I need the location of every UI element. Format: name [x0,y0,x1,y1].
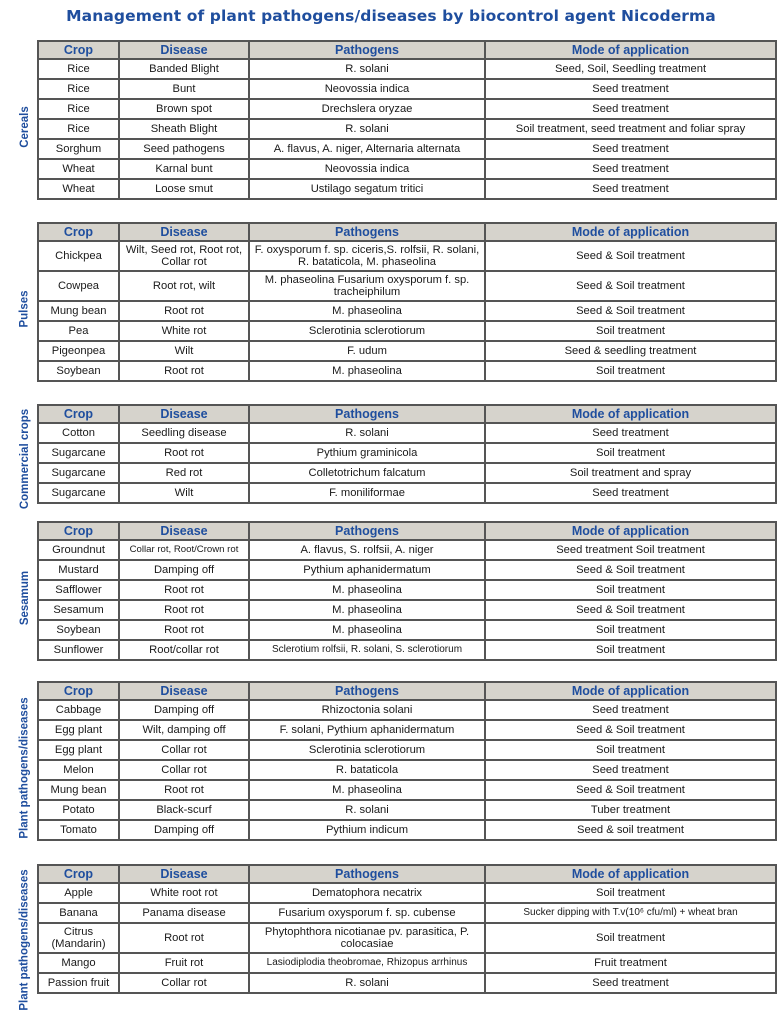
disease-cell: Root/collar rot [119,640,249,660]
header-row [38,522,776,540]
cereals-table [37,40,777,200]
disease-cell: Damping off [119,820,249,840]
crop-cell: Rice [38,99,119,119]
header-disease: Disease [119,41,249,59]
pathogens-cell: Drechslera oryzae [249,99,485,119]
table-row [38,973,776,993]
disease-cell: Banded Blight [119,59,249,79]
disease-cell: Damping off [119,700,249,720]
mode-cell: Fruit treatment [485,953,776,973]
disease-cell: Loose smut [119,179,249,199]
header-mode: Mode of application [485,682,776,700]
pathogens-cell: R. solani [249,119,485,139]
mode-cell: Seed treatment [485,159,776,179]
disease-cell: Root rot [119,580,249,600]
mode-cell: Seed & Soil treatment [485,560,776,580]
pathogens-cell: Pythium aphanidermatum [249,560,485,580]
pathogens-cell: M. phaseolina [249,620,485,640]
section-sesamum [14,521,776,675]
table-row [38,423,776,443]
header-crop: Crop [38,223,119,241]
pathogens-cell: Dematophora necatrix [249,883,485,903]
pathogens-cell: M. phaseolina [249,600,485,620]
crop-cell: Passion fruit [38,973,119,993]
pathogens-cell: F. oxysporum f. sp. ciceris,S. rolfsii, R. solani, R. bataticola, M. phaseolina [249,241,485,271]
header-row [38,405,776,423]
mode-cell: Soil treatment [485,321,776,341]
disease-cell: Red rot [119,463,249,483]
crop-cell: Mango [38,953,119,973]
disease-cell: Seedling disease [119,423,249,443]
mode-cell: Seed treatment [485,139,776,159]
table-row [38,883,776,903]
mode-cell: Seed & soil treatment [485,820,776,840]
mode-cell: Tuber treatment [485,800,776,820]
section-label: Commercial crops [19,408,32,510]
header-disease: Disease [119,682,249,700]
pathogens-cell: Neovossia indica [249,79,485,99]
disease-cell: White root rot [119,883,249,903]
header-pathogens: Pathogens [249,682,485,700]
table-row [38,580,776,600]
crop-cell: Banana [38,903,119,923]
mode-cell: Seed & seedling treatment [485,341,776,361]
pathogens-cell: R. solani [249,59,485,79]
mode-cell: Seed treatment Soil treatment [485,540,776,560]
header-mode: Mode of application [485,223,776,241]
header-disease: Disease [119,405,249,423]
disease-cell: Brown spot [119,99,249,119]
table-row [38,159,776,179]
table-row [38,820,776,840]
crop-cell: Mung bean [38,301,119,321]
table-row [38,800,776,820]
crop-cell: Sugarcane [38,463,119,483]
header-crop: Crop [38,405,119,423]
table-row [38,720,776,740]
table-row [38,341,776,361]
header-crop: Crop [38,682,119,700]
table-row [38,620,776,640]
crop-cell: Soybean [38,620,119,640]
header-pathogens: Pathogens [249,41,485,59]
table-row [38,953,776,973]
mode-cell: Seed treatment [485,760,776,780]
header-row [38,682,776,700]
table-row [38,321,776,341]
disease-cell: Fruit rot [119,953,249,973]
table-row [38,271,776,301]
crop-cell: Wheat [38,159,119,179]
pathogens-cell: R. solani [249,800,485,820]
crop-cell: Sorghum [38,139,119,159]
table-row [38,740,776,760]
section-pulses [14,222,776,396]
mode-cell: Soil treatment [485,883,776,903]
table-row [38,463,776,483]
disease-cell: Root rot [119,361,249,381]
crop-cell: Egg plant [38,720,119,740]
disease-cell: Karnal bunt [119,159,249,179]
mode-cell: Seed treatment [485,99,776,119]
page-title: Management of plant pathogens/diseases by biocontrol agent Nicoderma [66,7,716,25]
table-row [38,79,776,99]
disease-cell: Root rot [119,620,249,640]
pathogens-cell: R. solani [249,973,485,993]
mode-cell: Sucker dipping with T.v(10⁶ cfu/ml) + wheat bran [485,903,776,923]
mode-cell: Soil treatment, seed treatment and foliar spray [485,119,776,139]
crop-cell: Egg plant [38,740,119,760]
table-row [38,483,776,503]
pathogens-cell: M. phaseolina Fusarium oxysporum f. sp. tracheiphilum [249,271,485,301]
mode-cell: Soil treatment [485,923,776,953]
section-label: Plant pathogens/diseases [19,697,31,839]
mode-cell: Seed treatment [485,179,776,199]
header-row [38,865,776,883]
header-disease: Disease [119,522,249,540]
pathogens-cell: Phytophthora nicotianae pv. parasitica, P. colocasiae [249,923,485,953]
section-label: Cereals [19,106,31,148]
crop-cell: Soybean [38,361,119,381]
plant-pathogens-table-1 [37,681,777,841]
crop-cell: Chickpea [38,241,119,271]
mode-cell: Seed treatment [485,423,776,443]
disease-cell: Root rot [119,600,249,620]
mode-cell: Seed treatment [485,700,776,720]
mode-cell: Seed treatment [485,79,776,99]
section-label: Plant pathogens/diseases [19,869,31,1011]
crop-cell: Potato [38,800,119,820]
header-mode: Mode of application [485,522,776,540]
mode-cell: Seed & Soil treatment [485,780,776,800]
table-row [38,560,776,580]
pathogens-cell: R. solani [249,423,485,443]
table-row [38,99,776,119]
mode-cell: Seed, Soil, Seedling treatment [485,59,776,79]
mode-cell: Seed & Soil treatment [485,600,776,620]
crop-cell: Pea [38,321,119,341]
disease-cell: Black-scurf [119,800,249,820]
crop-cell: Pigeonpea [38,341,119,361]
mode-cell: Seed & Soil treatment [485,241,776,271]
disease-cell: Damping off [119,560,249,580]
header-disease: Disease [119,865,249,883]
pathogens-cell: Fusarium oxysporum f. sp. cubense [249,903,485,923]
pathogens-cell: F. moniliformae [249,483,485,503]
disease-cell: White rot [119,321,249,341]
mode-cell: Soil treatment [485,620,776,640]
table-row [38,600,776,620]
table-row [38,640,776,660]
table-row [38,443,776,463]
disease-cell: Seed pathogens [119,139,249,159]
disease-cell: Bunt [119,79,249,99]
crop-cell: Rice [38,119,119,139]
disease-cell: Root rot [119,301,249,321]
disease-cell: Root rot [119,443,249,463]
disease-cell: Wilt [119,341,249,361]
header-pathogens: Pathogens [249,522,485,540]
pathogens-cell: Rhizoctonia solani [249,700,485,720]
table-row [38,241,776,271]
disease-cell: Root rot [119,923,249,953]
disease-cell: Wilt, damping off [119,720,249,740]
crop-cell: Cowpea [38,271,119,301]
crop-cell: Cabbage [38,700,119,720]
header-pathogens: Pathogens [249,223,485,241]
section-label: Sesamum [19,570,31,626]
pathogens-cell: Sclerotium rolfsii, R. solani, S. sclerotiorum [249,640,485,660]
pathogens-cell: Pythium graminicola [249,443,485,463]
mode-cell: Seed treatment [485,973,776,993]
mode-cell: Seed & Soil treatment [485,720,776,740]
crop-cell: Melon [38,760,119,780]
crop-cell: Tomato [38,820,119,840]
mode-cell: Seed treatment [485,483,776,503]
section-cereals [14,40,776,214]
pathogens-cell: Ustilago segatum tritici [249,179,485,199]
mode-cell: Soil treatment [485,361,776,381]
mode-cell: Soil treatment [485,640,776,660]
pathogens-cell: Neovossia indica [249,159,485,179]
disease-cell: Wilt, Seed rot, Root rot, Collar rot [119,241,249,271]
table-row [38,903,776,923]
table-row [38,540,776,560]
crop-cell: Mustard [38,560,119,580]
crop-cell: Sunflower [38,640,119,660]
disease-cell: Wilt [119,483,249,503]
pathogens-cell: M. phaseolina [249,361,485,381]
header-mode: Mode of application [485,41,776,59]
crop-cell: Rice [38,59,119,79]
table-row [38,59,776,79]
pathogens-cell: F. udum [249,341,485,361]
pathogens-cell: Pythium indicum [249,820,485,840]
pathogens-cell: R. bataticola [249,760,485,780]
header-mode: Mode of application [485,405,776,423]
section-plant-pathogens-1 [14,681,776,855]
pathogens-cell: A. flavus, A. niger, Alternaria alternata [249,139,485,159]
crop-cell: Cotton [38,423,119,443]
crop-cell: Citrus (Mandarin) [38,923,119,953]
crop-cell: Mung bean [38,780,119,800]
table-row [38,780,776,800]
commercial-crops-table [37,404,777,504]
disease-cell: Root rot [119,780,249,800]
pathogens-cell: F. solani, Pythium aphanidermatum [249,720,485,740]
disease-cell: Root rot, wilt [119,271,249,301]
header-crop: Crop [38,522,119,540]
pathogens-cell: M. phaseolina [249,301,485,321]
header-pathogens: Pathogens [249,405,485,423]
section-commercial-crops [14,404,776,514]
table-row [38,179,776,199]
section-label: Pulses [19,290,32,328]
header-mode: Mode of application [485,865,776,883]
table-row [38,301,776,321]
header-pathogens: Pathogens [249,865,485,883]
mode-cell: Seed & Soil treatment [485,271,776,301]
disease-cell: Collar rot [119,760,249,780]
mode-cell: Soil treatment [485,580,776,600]
table-row [38,139,776,159]
pathogens-cell: Sclerotinia sclerotiorum [249,321,485,341]
crop-cell: Sugarcane [38,483,119,503]
pathogens-cell: M. phaseolina [249,780,485,800]
mode-cell: Soil treatment [485,443,776,463]
header-disease: Disease [119,223,249,241]
pathogens-cell: Lasiodiplodia theobromae, Rhizopus arrhinus [249,953,485,973]
disease-cell: Panama disease [119,903,249,923]
header-row [38,41,776,59]
disease-cell: Collar rot [119,740,249,760]
section-plant-pathogens-2 [14,864,776,1016]
mode-cell: Soil treatment and spray [485,463,776,483]
table-row [38,760,776,780]
mode-cell: Soil treatment [485,740,776,760]
header-row [38,223,776,241]
pulses-table [37,222,777,382]
plant-pathogens-table-2 [37,864,777,994]
crop-cell: Groundnut [38,540,119,560]
crop-cell: Sesamum [38,600,119,620]
table-row [38,700,776,720]
crop-cell: Rice [38,79,119,99]
pathogens-cell: A. flavus, S. rolfsii, A. niger [249,540,485,560]
crop-cell: Wheat [38,179,119,199]
crop-cell: Safflower [38,580,119,600]
crop-cell: Apple [38,883,119,903]
table-row [38,119,776,139]
disease-cell: Collar rot, Root/Crown rot [119,540,249,560]
mode-cell: Seed & Soil treatment [485,301,776,321]
pathogens-cell: M. phaseolina [249,580,485,600]
pathogens-cell: Sclerotinia sclerotiorum [249,740,485,760]
disease-cell: Collar rot [119,973,249,993]
sesamum-table [37,521,777,661]
table-row [38,923,776,953]
header-crop: Crop [38,41,119,59]
crop-cell: Sugarcane [38,443,119,463]
header-crop: Crop [38,865,119,883]
pathogens-cell: Colletotrichum falcatum [249,463,485,483]
disease-cell: Sheath Blight [119,119,249,139]
table-row [38,361,776,381]
